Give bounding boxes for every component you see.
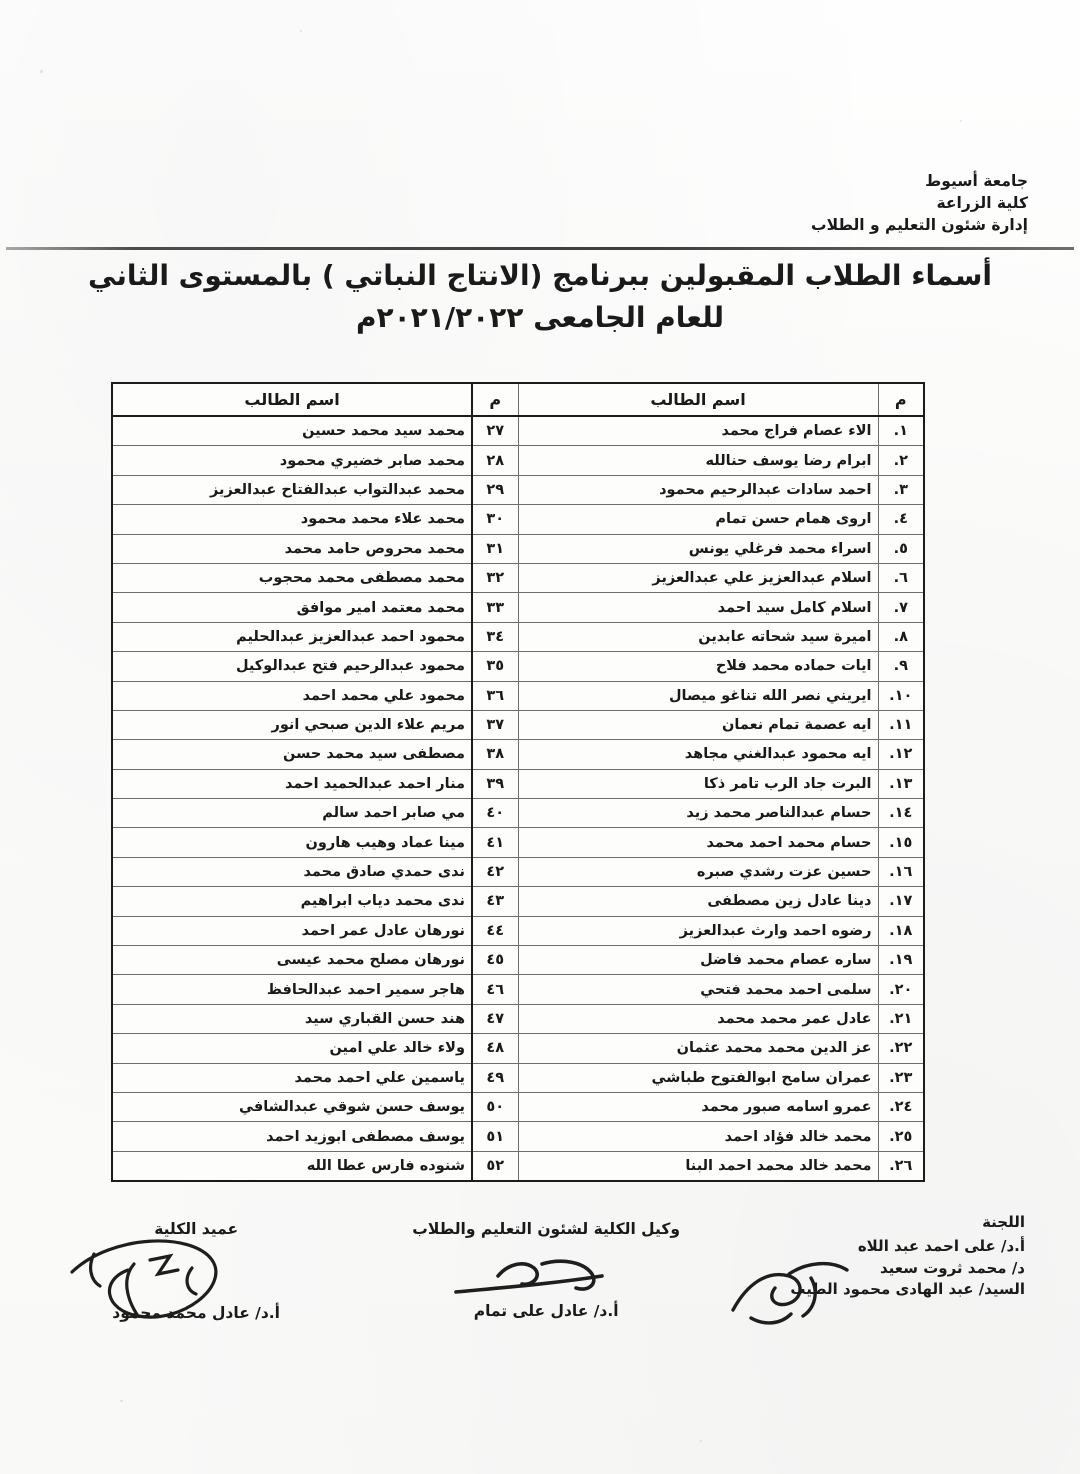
student-name-right: رضوه احمد وارث عبدالعزيز (518, 916, 878, 945)
student-name-left: مي صابر احمد سالم (112, 799, 472, 828)
row-number-left: ٤١ (472, 828, 518, 857)
col-header-num-left: م (472, 383, 518, 416)
dean-name: أ.د/ عادل محمد محمود (112, 1304, 280, 1323)
student-name-left: هند حسن القباري سيد (112, 1004, 472, 1033)
student-name-left: محمد محروص حامد محمد (112, 534, 472, 563)
vice-dean-block (412, 1218, 680, 1323)
student-name-left: محمد عبدالتواب عبدالفتاح عبدالعزيز (112, 475, 472, 504)
committee-member: د/ محمد ثروت سعيد (879, 1258, 1025, 1277)
student-roster-table (111, 382, 925, 1182)
row-number-left: ٣٩ (472, 769, 518, 798)
row-number-right: ١٤. (878, 799, 924, 828)
row-number-left: ٤٨ (472, 1034, 518, 1063)
row-number-left: ٤٦ (472, 975, 518, 1004)
table-row (112, 681, 924, 710)
student-name-right: ايريني نصر الله تناغو ميصال (518, 681, 878, 710)
table-row (112, 828, 924, 857)
student-name-left: محمد مصطفى محمد محجوب (112, 563, 472, 592)
committee-heading: اللجنة (982, 1213, 1025, 1231)
row-number-right: ١٥. (878, 828, 924, 857)
row-number-left: ٤٧ (472, 1004, 518, 1033)
row-number-right: ١٦. (878, 857, 924, 886)
student-name-right: اسلام عبدالعزيز علي عبدالعزيز (518, 563, 878, 592)
row-number-left: ٤٥ (472, 946, 518, 975)
row-number-left: ٣٦ (472, 681, 518, 710)
student-name-left: محمد علاء محمد محمود (112, 505, 472, 534)
student-name-right: ايه عصمة تمام نعمان (518, 710, 878, 739)
table-row (112, 416, 924, 446)
student-name-left: محمد سيد محمد حسين (112, 416, 472, 446)
table-row (112, 1092, 924, 1121)
table-header (112, 383, 924, 416)
scan-speck (40, 70, 43, 73)
scan-speck (700, 1440, 702, 1442)
table-row (112, 710, 924, 739)
student-name-right: حسام عبدالناصر محمد زيد (518, 799, 878, 828)
student-name-right: البرت جاد الرب تامر ذكا (518, 769, 878, 798)
row-number-right: ١٧. (878, 887, 924, 916)
student-name-right: محمد خالد محمد احمد البنا (518, 1151, 878, 1181)
row-number-left: ٤٤ (472, 916, 518, 945)
student-name-left: ندى حمدي صادق محمد (112, 857, 472, 886)
student-name-right: محمد خالد فؤاد احمد (518, 1122, 878, 1151)
scan-speck (300, 30, 302, 32)
student-name-right: عمران سامح ابوالفتوح طباشي (518, 1063, 878, 1092)
row-number-right: ٢. (878, 446, 924, 475)
student-name-left: مينا عماد وهيب هارون (112, 828, 472, 857)
table-row (112, 1151, 924, 1181)
student-name-right: عز الدين محمد محمد عثمان (518, 1034, 878, 1063)
row-number-left: ٢٧ (472, 416, 518, 446)
student-name-right: اروى همام حسن تمام (518, 505, 878, 534)
table-row (112, 475, 924, 504)
student-name-left: منار احمد عبدالحميد احمد (112, 769, 472, 798)
table-row (112, 1063, 924, 1092)
page-title-line2: للعام الجامعى ٢٠٢١/٢٠٢٢م (355, 300, 725, 334)
student-name-left: ولاء خالد علي امين (112, 1034, 472, 1063)
student-name-right: الاء عصام فراج محمد (518, 416, 878, 446)
table-row (112, 799, 924, 828)
col-header-num-right: م (878, 383, 924, 416)
row-number-right: ٢٢. (878, 1034, 924, 1063)
row-number-left: ٥١ (472, 1122, 518, 1151)
table-row (112, 857, 924, 886)
row-number-right: ٢٠. (878, 975, 924, 1004)
row-number-right: ٣. (878, 475, 924, 504)
row-number-right: ١٨. (878, 916, 924, 945)
row-number-left: ٤٠ (472, 799, 518, 828)
table-row (112, 1122, 924, 1151)
table-row (112, 740, 924, 769)
row-number-right: ٢٦. (878, 1151, 924, 1181)
student-name-right: دينا عادل زين مصطفى (518, 887, 878, 916)
table-row (112, 769, 924, 798)
row-number-left: ٣٣ (472, 593, 518, 622)
row-number-left: ٥٢ (472, 1151, 518, 1181)
row-number-right: ٨. (878, 622, 924, 651)
committee-block (790, 1212, 1025, 1301)
table-body (112, 416, 924, 1181)
row-number-right: ٢٤. (878, 1092, 924, 1121)
student-name-right: اسلام كامل سيد احمد (518, 593, 878, 622)
student-name-left: هاجر سمير احمد عبدالحافظ (112, 975, 472, 1004)
table-header-row (112, 383, 924, 416)
dean-role: عميد الكلية (154, 1220, 239, 1238)
row-number-left: ٤٢ (472, 857, 518, 886)
row-number-left: ٣٤ (472, 622, 518, 651)
student-name-left: محمد صابر خضيري محمود (112, 446, 472, 475)
student-name-left: نورهان مصلح محمد عيسى (112, 946, 472, 975)
scan-speck (960, 120, 962, 122)
student-roster-table-wrapper (113, 382, 925, 1182)
row-number-left: ٣٧ (472, 710, 518, 739)
faculty-name: كلية الزراعة (936, 194, 1028, 212)
student-name-right: اسراء محمد فرغلي يونس (518, 534, 878, 563)
scan-speck (120, 1400, 123, 1402)
committee-member: أ.د/ على احمد عبد اللاه (857, 1236, 1025, 1255)
row-number-left: ٣٥ (472, 652, 518, 681)
vice-dean-role: وكيل الكلية لشئون التعليم والطلاب (412, 1220, 680, 1238)
student-name-left: مريم علاء الدين صبحي انور (112, 710, 472, 739)
table-row (112, 593, 924, 622)
row-number-right: ٢٣. (878, 1063, 924, 1092)
row-number-right: ١٣. (878, 769, 924, 798)
student-name-right: ساره عصام محمد فاضل (518, 946, 878, 975)
student-name-left: مصطفى سيد محمد حسن (112, 740, 472, 769)
table-row (112, 1004, 924, 1033)
row-number-left: ٤٩ (472, 1063, 518, 1092)
table-row (112, 887, 924, 916)
row-number-right: ٢٥. (878, 1122, 924, 1151)
row-number-right: ٩. (878, 652, 924, 681)
table-row (112, 652, 924, 681)
row-number-left: ٣٢ (472, 563, 518, 592)
student-name-right: عمرو اسامه صبور محمد (518, 1092, 878, 1121)
student-name-left: محمد معتمد امير موافق (112, 593, 472, 622)
committee-member: السيد/ عبد الهادى محمود الطيب (790, 1280, 1025, 1299)
header-divider (6, 247, 1074, 250)
department-name: إدارة شئون التعليم و الطلاب (811, 216, 1028, 234)
student-name-right: احمد سادات عبدالرحيم محمود (518, 475, 878, 504)
student-name-left: نورهان عادل عمر احمد (112, 916, 472, 945)
university-name: جامعة أسيوط (925, 172, 1028, 190)
row-number-right: ٧. (878, 593, 924, 622)
student-name-left: ندى محمد دياب ابراهيم (112, 887, 472, 916)
student-name-left: ياسمين علي احمد محمد (112, 1063, 472, 1092)
col-header-name-left: اسم الطالب (112, 383, 472, 416)
vice-dean-name: أ.د/ عادل على تمام (473, 1302, 619, 1321)
row-number-right: ٤. (878, 505, 924, 534)
row-number-left: ٢٩ (472, 475, 518, 504)
student-name-right: عادل عمر محمد محمد (518, 1004, 878, 1033)
table-row (112, 916, 924, 945)
table-row (112, 622, 924, 651)
row-number-left: ٣٠ (472, 505, 518, 534)
student-name-left: يوسف حسن شوقي عبدالشافي (112, 1092, 472, 1121)
table-row (112, 563, 924, 592)
document-header (811, 170, 1028, 236)
row-number-left: ٣١ (472, 534, 518, 563)
student-name-left: محمود احمد عبدالعزيز عبدالحليم (112, 622, 472, 651)
table-row (112, 975, 924, 1004)
student-name-right: حسام محمد احمد محمد (518, 828, 878, 857)
row-number-left: ٥٠ (472, 1092, 518, 1121)
row-number-right: ١. (878, 416, 924, 446)
row-number-right: ٦. (878, 563, 924, 592)
row-number-left: ٤٣ (472, 887, 518, 916)
table-row (112, 446, 924, 475)
page-title (60, 256, 1020, 338)
student-name-left: محمود عبدالرحيم فتح عبدالوكيل (112, 652, 472, 681)
student-name-right: ابرام رضا يوسف حنالله (518, 446, 878, 475)
row-number-left: ٣٨ (472, 740, 518, 769)
row-number-right: ١١. (878, 710, 924, 739)
table-row (112, 534, 924, 563)
row-number-right: ١٢. (878, 740, 924, 769)
page-title-line1: أسماء الطلاب المقبولين ببرنامج (الانتاج النباتي ) بالمستوى الثاني (88, 259, 992, 292)
student-name-right: اميرة سيد شحاته عابدين (518, 622, 878, 651)
student-name-right: سلمى احمد محمد فتحي (518, 975, 878, 1004)
student-name-left: محمود علي محمد احمد (112, 681, 472, 710)
student-name-right: ايه محمود عبدالغني مجاهد (518, 740, 878, 769)
table-row (112, 505, 924, 534)
table-row (112, 1034, 924, 1063)
row-number-right: ٢١. (878, 1004, 924, 1033)
row-number-right: ١٩. (878, 946, 924, 975)
row-number-right: ٥. (878, 534, 924, 563)
row-number-right: ١٠. (878, 681, 924, 710)
row-number-left: ٢٨ (472, 446, 518, 475)
student-name-right: حسين عزت رشدي صبره (518, 857, 878, 886)
col-header-name-right: اسم الطالب (518, 383, 878, 416)
table-row (112, 946, 924, 975)
student-name-left: شنوده فارس عطا الله (112, 1151, 472, 1181)
student-name-right: ايات حماده محمد فلاح (518, 652, 878, 681)
dean-block (112, 1218, 280, 1325)
student-name-left: يوسف مصطفى ابوزيد احمد (112, 1122, 472, 1151)
